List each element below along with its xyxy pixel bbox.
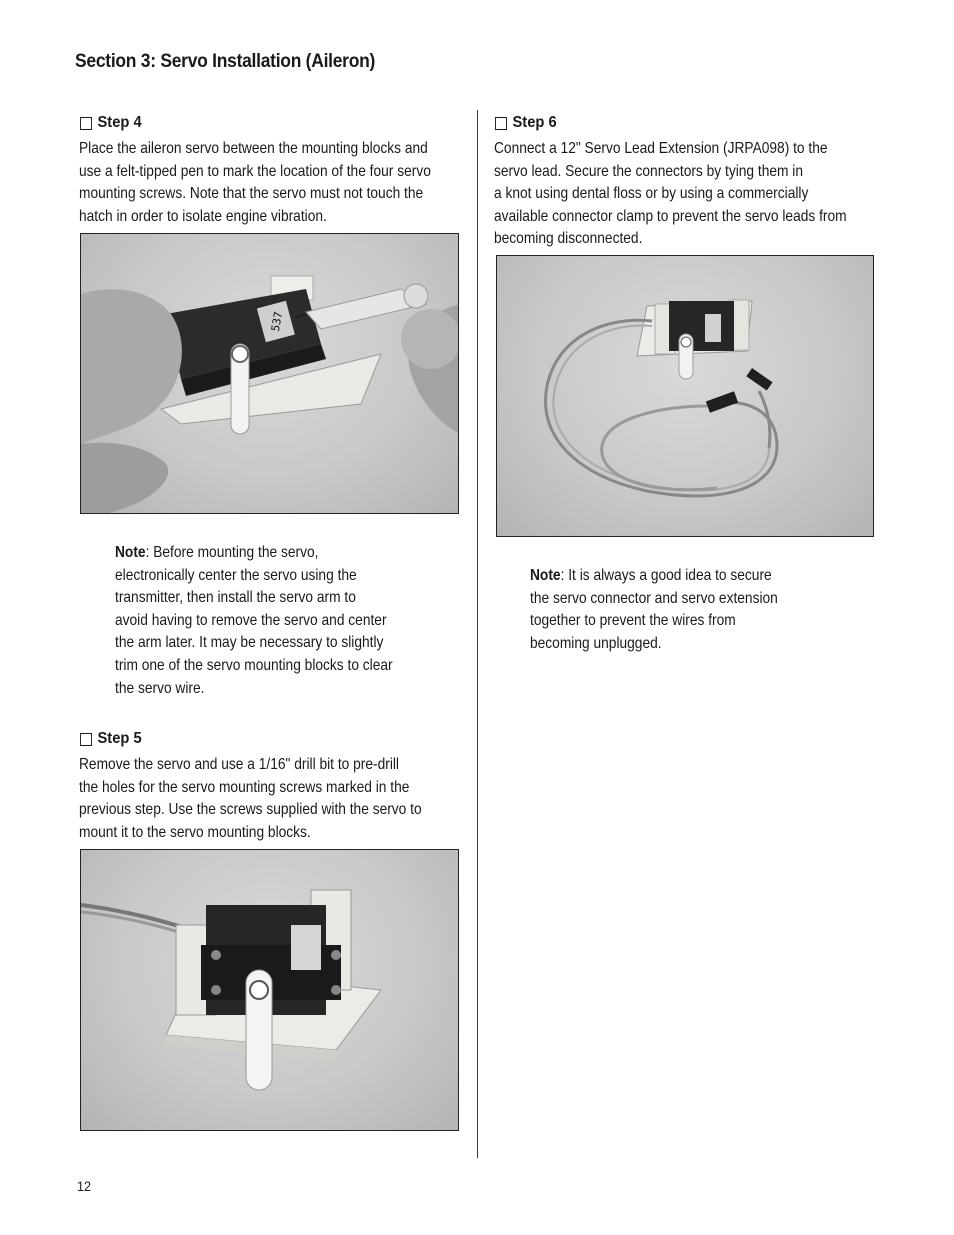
text-line: previous step. Use the screws supplied with the servo to <box>79 801 422 819</box>
note-line: avoid having to remove the servo and center <box>115 611 387 629</box>
text-line: use a felt-tipped pen to mark the location of the four servo <box>79 162 431 180</box>
step5-text <box>79 754 422 844</box>
section-title: Section 3: Servo Installation (Aileron) <box>75 51 376 72</box>
step4-note <box>115 542 393 700</box>
checkbox-icon[interactable] <box>80 117 92 130</box>
text-line: mount it to the servo mounting blocks. <box>79 823 311 841</box>
note-line: the servo wire. <box>115 679 205 697</box>
note-line: the servo connector and servo extension <box>530 589 778 607</box>
step6-note <box>530 565 778 655</box>
step6-photo <box>496 255 874 537</box>
text-line: servo lead. Secure the connectors by tying them in <box>494 162 804 180</box>
step4-photo <box>80 233 459 514</box>
note-label: Note <box>115 544 146 561</box>
page-number: 12 <box>77 1178 92 1194</box>
step4-heading-label: Step 4 <box>97 114 142 131</box>
text-line: hatch in order to isolate engine vibration. <box>79 207 327 225</box>
note-label: Note <box>530 567 561 584</box>
step4-text <box>79 138 431 228</box>
step5-heading-label: Step 5 <box>97 730 142 747</box>
text-line: available connector clamp to prevent the servo leads from <box>494 207 847 225</box>
column-divider <box>477 110 478 1158</box>
note-line: together to prevent the wires from <box>530 612 736 630</box>
text-line: Connect a 12" Servo Lead Extension (JRPA098) to the <box>494 140 828 157</box>
note-line: trim one of the servo mounting blocks to clear <box>115 656 393 674</box>
note-line: Note: Before mounting the servo, <box>115 544 319 561</box>
step4-heading <box>80 114 142 132</box>
checkbox-icon[interactable] <box>80 733 92 746</box>
step5-photo <box>80 849 459 1131</box>
text-line: the holes for the servo mounting screws marked in the <box>79 778 410 796</box>
step5-heading <box>80 730 142 748</box>
note-line: Note: It is always a good idea to secure <box>530 567 772 584</box>
text-line: a knot using dental floss or by using a commercially <box>494 185 809 203</box>
text-line: mounting screws. Note that the servo must not touch the <box>79 185 424 203</box>
note-line: the arm later. It may be necessary to slightly <box>115 634 384 652</box>
text-line: becoming disconnected. <box>494 230 643 248</box>
text-line: Remove the servo and use a 1/16" drill bit to pre-drill <box>79 756 400 773</box>
servo-label: 537 <box>268 310 286 333</box>
checkbox-icon[interactable] <box>495 117 507 130</box>
step6-text <box>494 138 847 251</box>
note-line: electronically center the servo using the <box>115 566 357 584</box>
note-line: transmitter, then install the servo arm to <box>115 589 356 607</box>
step6-heading <box>495 114 557 132</box>
step6-heading-label: Step 6 <box>512 114 557 131</box>
text-line: Place the aileron servo between the mounting blocks and <box>79 140 428 157</box>
note-line: becoming unplugged. <box>530 634 662 652</box>
